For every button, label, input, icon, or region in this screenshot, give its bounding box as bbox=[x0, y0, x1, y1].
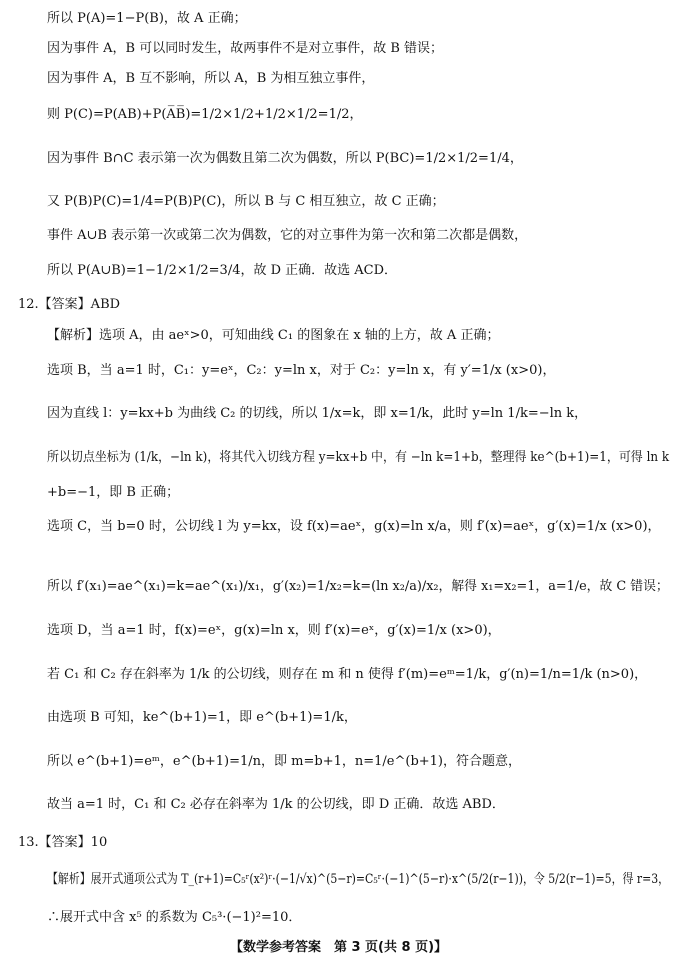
text-line: 【解析】选项 A，由 aeˣ>0，可知曲线 C₁ 的图象在 x 轴的上方，故 A 正确； bbox=[47, 328, 500, 343]
text-line: 若 C₁ 和 C₂ 存在斜率为 1/k 的公切线，则存在 m 和 n 使得 f′(m)=eᵐ=1/k，g′(n)=1/n=1/k (n>0)， bbox=[47, 667, 648, 682]
text-line: 因为事件 A，B 互不影响，所以 A，B 为相互独立事件， bbox=[47, 71, 375, 86]
text-line: 故当 a=1 时，C₁ 和 C₂ 必存在斜率为 1/k 的公切线，即 D 正确．故选 ABD． bbox=[47, 797, 505, 812]
text-line: 选项 C，当 b=0 时，公切线 l 为 y=kx，设 f(x)=aeˣ，g(x)=ln x/a，则 f′(x)=aeˣ，g′(x)=1/x (x>0)， bbox=[47, 519, 661, 534]
text-line: 选项 D，当 a=1 时，f(x)=eˣ，g(x)=ln x，则 f′(x)=eˣ，g′(x)=1/x (x>0)， bbox=[47, 623, 501, 638]
text-line: 因为事件 A，B 可以同时发生，故两事件不是对立事件，故 B 错误； bbox=[47, 41, 444, 56]
text-line: 所以切点坐标为 (1/k，−ln k)，将其代入切线方程 y=kx+b 中，有 −ln k=1+b，整理得 ke^(b+1)=1，可得 ln k bbox=[47, 450, 670, 465]
text-line: 所以 P(A)=1−P(B)，故 A 正确； bbox=[47, 11, 247, 26]
text-line: 因为直线 l：y=kx+b 为曲线 C₂ 的切线，所以 1/x=k，即 x=1/k，此时 y=ln 1/k=−ln k， bbox=[47, 406, 588, 421]
text-line: 因为事件 B∩C 表示第一次为偶数且第二次为偶数，所以 P(BC)=1/2×1/2=1/4， bbox=[47, 151, 523, 166]
text-line: 则 P(C)=P(AB)+P(A̅B̅)=1/2×1/2+1/2×1/2=1/2， bbox=[47, 107, 363, 122]
text-line: ∴展开式中含 x⁵ 的系数为 C₅³·(−1)²=10． bbox=[47, 910, 302, 925]
text-line: 所以 f′(x₁)=ae^(x₁)=k=ae^(x₁)/x₁，g′(x₂)=1/x₂=k=(ln x₂/a)/x₂，解得 x₁=x₂=1，a=1/e，故 C 错误； bbox=[47, 579, 669, 594]
text-line: 选项 B，当 a=1 时，C₁：y=eˣ，C₂：y=ln x，对于 C₂：y=ln x，有 y′=1/x (x>0)， bbox=[47, 363, 556, 378]
answer-heading-12: 12.【答案】ABD bbox=[18, 297, 121, 312]
text-line: 所以 e^(b+1)=eᵐ，e^(b+1)=1/n，即 m=b+1，n=1/e^(b+1)，符合题意， bbox=[47, 754, 522, 769]
answer-heading-13: 13.【答案】10 bbox=[18, 835, 108, 850]
text-line: +b=−1，即 B 正确； bbox=[47, 485, 180, 500]
page-footer: 【数学参考答案 第 3 页(共 8 页)】 bbox=[229, 940, 448, 955]
text-line: 又 P(B)P(C)=1/4=P(B)P(C)，所以 B 与 C 相互独立，故 C 正确； bbox=[47, 194, 445, 209]
text-line: 【解析】展开式通项公式为 T_(r+1)=C₅ʳ(x²)ʳ·(−1/√x)^(5−r)=C₅ʳ·(−1)^(5−r)·x^(5/2(r−1))，令 5/2(r−1)=5，得 r=3， bbox=[47, 872, 670, 887]
text-line: 所以 P(A∪B)=1−1/2×1/2=3/4，故 D 正确．故选 ACD． bbox=[47, 263, 398, 278]
text-line: 事件 A∪B 表示第一次或第二次为偶数，它的对立事件为第一次和第二次都是偶数， bbox=[47, 228, 528, 243]
text-line: 由选项 B 可知，ke^(b+1)=1，即 e^(b+1)=1/k， bbox=[47, 710, 357, 725]
